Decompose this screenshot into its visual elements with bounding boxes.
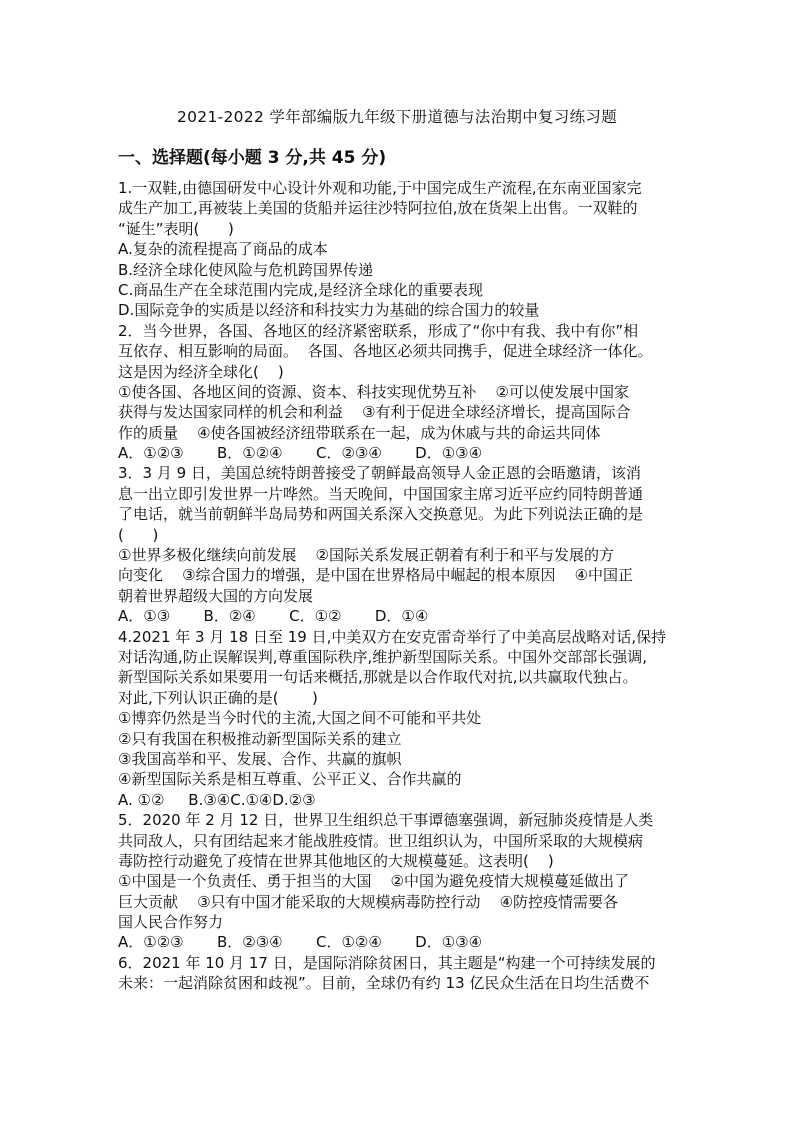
text-line: 共同敌人，只有团结起来才能战胜疫情。世卫组织认为，中国所采取的大规模病 <box>118 831 644 850</box>
text-line: 对此,下列认识正确的是( ) <box>118 688 318 707</box>
text-line: 3．3 月 9 日，美国总统特朗普接受了朝鲜最高领导人金正恩的会晤邀请，该消 <box>118 464 641 483</box>
section-heading: 一、选择题(每小题 3 分,共 45 分) <box>118 148 387 168</box>
text-line: ④新型国际关系是相互尊重、公平正义、合作共赢的 <box>118 770 462 789</box>
text-line: 1.一双鞋,由德国研发中心设计外观和功能,于中国完成生产流程,在东南亚国家完 <box>118 179 642 197</box>
text-line: 对话沟通,防止误解误判,尊重国际秩序,维护新型国际关系。中国外交部部长强调, <box>118 647 648 666</box>
text-line: ( ) <box>118 525 159 544</box>
text-line: 互依存、相互影响的局面。 各国、各地区必须共同携手，促进全球经济一体化。 <box>118 342 653 361</box>
option-line: A．①③ B．②④ C．①② D．①④ <box>118 607 429 626</box>
text-line: 4.2021 年 3 月 18 日至 19 日,中美双方在安克雷奇举行了中美高层战略对话,保持 <box>118 627 667 646</box>
text-line: 巨大贡献 ③只有中国才能采取的大规模病毒防控行动 ④防控疫情需要各 <box>118 892 619 911</box>
text-line: 未来：一起消除贫困和歧视”。目前，全球仍有约 13 亿民众生活在日均生活费不 <box>118 974 650 993</box>
text-line: ②只有我国在积极推动新型国际关系的建立 <box>118 729 402 748</box>
text-line: 息一出立即引发世界一片哗然。当天晚间，中国国家主席习近平应约同特朗普通 <box>118 484 644 503</box>
text-line: 向变化 ③综合国力的增强，是中国在世界格局中崛起的根本原因 ④中国正 <box>118 566 634 585</box>
text-line: 6．2021 年 10 月 17 日，是国际消除贫困日，其主题是“构建一个可持续发展的 <box>118 953 656 972</box>
question-body <box>118 178 688 994</box>
text-line: ①中国是一个负责任、勇于担当的大国 ②中国为避免疫情大规模蔓延做出了 <box>118 872 629 891</box>
option-line: A．①②③ B．①②④ C．②③④ D．①③④ <box>118 444 483 463</box>
option-line: A. ①② B.③④C.①④D.②③ <box>118 790 316 809</box>
text-line: ①世界多极化继续向前发展 ②国际关系发展正朝着有利于和平与发展的方 <box>118 546 614 565</box>
option-line: D.国际竞争的实质是以经济和科技实力为基础的综合国力的较量 <box>118 301 540 320</box>
option-line: A.复杂的流程提高了商品的成本 <box>118 240 328 259</box>
text-line: 获得与发达国家同样的机会和利益 ③有利于促进全球经济增长，提高国际合 <box>118 403 631 422</box>
text-line: 国人民合作努力 <box>118 913 224 932</box>
option-line: C.商品生产在全球范围内完成,是经济全球化的重要表现 <box>118 280 484 299</box>
text-line: 这是因为经济全球化( ) <box>118 362 284 381</box>
text-line: ①博弈仍然是当今时代的主流,大国之间不可能和平共处 <box>118 709 482 728</box>
text-line: “诞生”表明( ) <box>118 219 234 238</box>
text-line: 新型国际关系如果要用一句话来概括,那就是以合作取代对抗,以共赢取代独占。 <box>118 668 638 687</box>
text-line: ③我国高举和平、发展、合作、共赢的旗帜 <box>118 749 402 768</box>
text-line: 成生产加工,再被装上美国的货船并运往沙特阿拉伯,放在货架上出售。一双鞋的 <box>118 199 638 218</box>
text-line: 作的质量 ④使各国被经济纽带联系在一起，成为休戚与共的命运共同体 <box>118 423 601 442</box>
text-line: 朝着世界超级大国的方向发展 <box>118 586 314 605</box>
text-line: 毒防控行动避免了疫情在世界其他地区的大规模蔓延。这表明( ) <box>118 851 554 870</box>
option-line: A．①②③ B．②③④ C．①②④ D．①③④ <box>118 933 483 952</box>
text-line: 了电话，就当前朝鲜半岛局势和两国关系深入交换意见。为此下列说法正确的是 <box>118 505 644 524</box>
text-line: 2．当今世界，各国、各地区的经济紧密联系，形成了“你中有我、我中有你”相 <box>118 321 639 340</box>
option-line: B.经济全球化使风险与危机跨国界传递 <box>118 260 374 279</box>
document-title: 2021-2022 学年部编版九年级下册道德与法治期中复习练习题 <box>176 108 617 126</box>
text-line: ①使各国、各地区间的资源、资本、科技实现优势互补 ②可以使发展中国家 <box>118 382 629 401</box>
text-line: 5．2020 年 2 月 12 日，世界卫生组织总干事谭德塞强调，新冠肺炎疫情是人类 <box>118 811 654 830</box>
